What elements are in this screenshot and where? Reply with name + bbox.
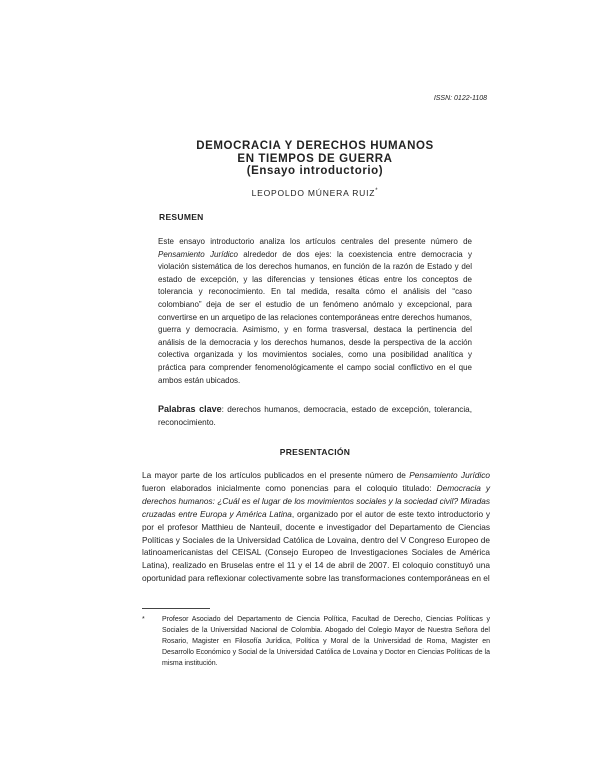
article-title <box>140 140 490 178</box>
body-text-1: La mayor parte de los artículos publicados en el presente número de <box>142 470 410 480</box>
abstract-text-1: Este ensayo introductorio analiza los artículos centrales del presente número de <box>158 237 472 246</box>
author-name <box>140 188 490 198</box>
footnote-mark: * <box>142 616 145 623</box>
keywords-label: Palabras clave <box>158 404 222 414</box>
body-text-2: fueron elaborados inicialmente como ponencias para el coloquio titulado: <box>142 482 437 493</box>
footnote-divider <box>142 608 210 609</box>
section-heading-presentacion: PRESENTACIÓN <box>279 447 351 457</box>
abstract-text-2: alrededor de dos ejes: la coexistencia entre democracia y violación sistemática de los derechos humanos, en función de la razón de Estado y del estado de excepción, y las diferencias y tensiones éticas entre los conceptos de tolerancia y reconocimiento. En tal medida, resalta cómo el análisis del “caso colombiano” deja de ser el estudio de un fenómeno anómalo y excepcional, para convertirse en un arquetipo de las relaciones contemporáneas entre derechos humanos, guerra y democracia. Asimismo, y en forma trasversal, destaca la pertinencia del análisis de la democracia y los derechos humanos, desde la perspectiva de la acción colectiva organizada y los movimientos sociales, como una posibilidad analítica y práctica para comprender fenomenológicamente el campo social conflictivo en el que ambos están ubicados. <box>158 249 472 385</box>
colloquium-title: Democracia y derechos humanos: ¿Cuál es el lugar de los movimientos sociales y la sociedad civil? Miradas cruzadas entre Europa y América Latina <box>142 482 491 519</box>
footnote-text: Profesor Asociado del Departamento de Ciencia Política, Facultad de Derecho, Ciencias Políticas y Sociales de la Universidad Nacional de Colombia. Abogado del Colegio Mayor de Nuestra Señora del Rosario, Magister en Filosofía Jurídica, Política y Moral de la Universidad de Roma, Magister en Desarrollo Económico y Social de la Universidad Católica de Lovaina y Doctor en Ciencias Políticas de la misma institución. <box>162 616 490 667</box>
body-journal-name: Pensamiento Jurídico <box>409 470 490 480</box>
abstract-body <box>158 236 472 387</box>
body-text-3: , organizado por el autor de este texto introductorio y por el profesor Matthieu de Nanteuil, docente e investigador del Departamento de Ciencias Políticas y Sociales de la Universidad Católica de Lovaina, dentro del V Congreso Europeo de latinoamericanistas del CEISAL (Consejo Europeo de Investigaciones Sociales de América Latina), realizado en Bruselas entre el 11 y el 14 de abril de 2007. El coloquio constituyó una oportunidad para reflexionar colectivamente sobre las transformaciones contemporáneas en el <box>142 508 491 584</box>
title-line-2: EN TIEMPOS DE GUERRA <box>237 152 393 165</box>
author-footnote-mark: * <box>375 188 379 195</box>
title-line-3: (Ensayo introductorio) <box>246 165 384 177</box>
keywords <box>158 403 472 429</box>
issn-label: ISSN: 0122-1108 <box>433 95 487 102</box>
footnote <box>142 615 490 670</box>
presentacion-body <box>142 469 490 585</box>
author-text: LEOPOLDO MÚNERA RUIZ <box>251 188 376 198</box>
abstract-heading: RESUMEN <box>159 212 204 222</box>
title-line-1: DEMOCRACIA Y DERECHOS HUMANOS <box>196 140 434 152</box>
keywords-text: : derechos humanos, democracia, estado de excepción, tolerancia, reconocimiento. <box>158 405 472 427</box>
abstract-journal-name: Pensamiento Jurídico <box>158 249 239 259</box>
